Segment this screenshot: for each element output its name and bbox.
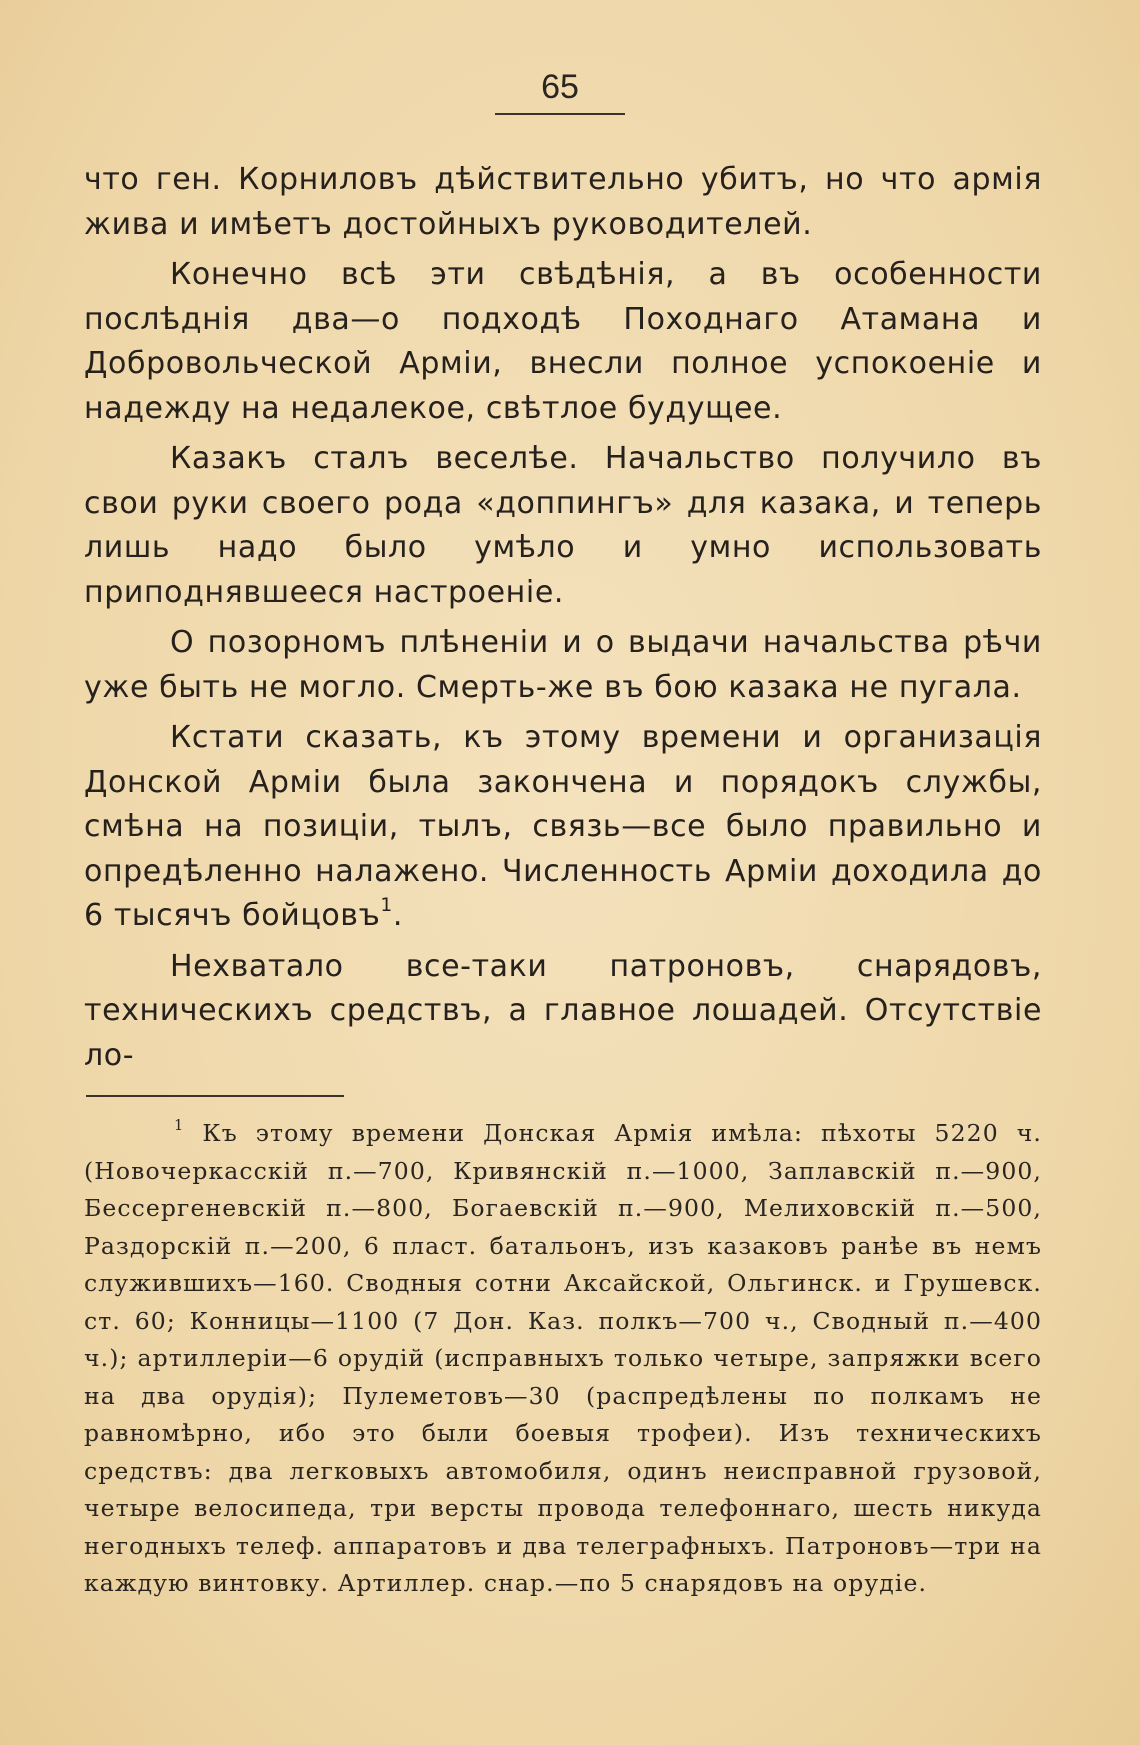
page-number: 65: [541, 68, 579, 106]
footnote-marker: 1: [174, 1117, 185, 1134]
paragraph-3: Казакъ сталъ веселѣе. Начальство получило въ свои руки своего рода «доппингъ» для казака, и теперь лишь надо было умѣло и умно использовать приподнявшееся настроеніе.: [84, 441, 1042, 610]
paragraph-5: [84, 716, 1042, 939]
paragraph-5-text: Кстати сказать, къ этому времени и организація Донской Арміи была закончена и порядокъ службы, смѣна на позиціи, тылъ, связь—все было правильно и опредѣленно налажено. Численность Арміи доходила до 6 тысячъ бойцовъ: [84, 720, 1042, 933]
footnote-text: Къ этому времени Донская Армія имѣла: пѣхоты 5220 ч. (Новочеркасскій п.—700, Кривянскій п.—1000, Заплавскій п.—900, Бессергеневскій п.—800, Богаевскій п.—900, Мелиховскій п.—500, Раздорскій п.—200, 6 пласт. батальонъ, изъ казаковъ ранѣе въ немъ служившихъ—160. Сводныя сотни Аксайской, Ольгинск. и Грушевск. ст. 60; Конницы—1100 (7 Дон. Каз. полкъ—700 ч., Сводный п.—400 ч.); артиллеріи—6 орудій (исправныхъ только четыре, запряжки всего на два орудія); Пулеметовъ—30 (распредѣлены по полкамъ не равномѣрно, ибо это были боевыя трофеи). Изъ техническихъ средствъ: два легковыхъ автомобиля, одинъ неисправной грузовой, четыре велосипеда, три версты провода телефоннаго, шесть никуда негодныхъ телеф. аппаратовъ и два телеграфныхъ. Патроновъ—три на каждую винтовку. Артиллер. снар.—по 5 снарядовъ на орудіе.: [84, 1119, 1042, 1597]
paragraph-5-end: .: [392, 898, 403, 933]
paragraph-1: что ген. Корниловъ дѣйствительно убитъ, но что армія жива и имѣетъ достойныхъ руководителей.: [84, 162, 1042, 242]
footnote-reference: 1: [380, 895, 393, 917]
footnote-separator: [86, 1095, 344, 1097]
paragraph-6: Нехватало все-таки патроновъ, снарядовъ, техническихъ средствъ, а главное лошадей. Отсутствіе ло-: [84, 948, 1042, 1073]
page-number-rule: [495, 113, 625, 115]
paragraph-4: О позорномъ плѣненіи и о выдачи начальства рѣчи уже быть не могло. Смерть-же въ бою казака не пугала.: [84, 625, 1042, 705]
footnote-paragraph: [84, 1115, 1042, 1603]
main-text: [84, 158, 1042, 1084]
footnote: [84, 1115, 1042, 1603]
paragraph-2: Конечно всѣ эти свѣдѣнія, а въ особенности послѣднія два—о подходѣ Походнаго Атамана и Добровольческой Арміи, внесли полное успокоеніе и надежду на недалекое, свѣтлое будущее.: [84, 257, 1042, 426]
